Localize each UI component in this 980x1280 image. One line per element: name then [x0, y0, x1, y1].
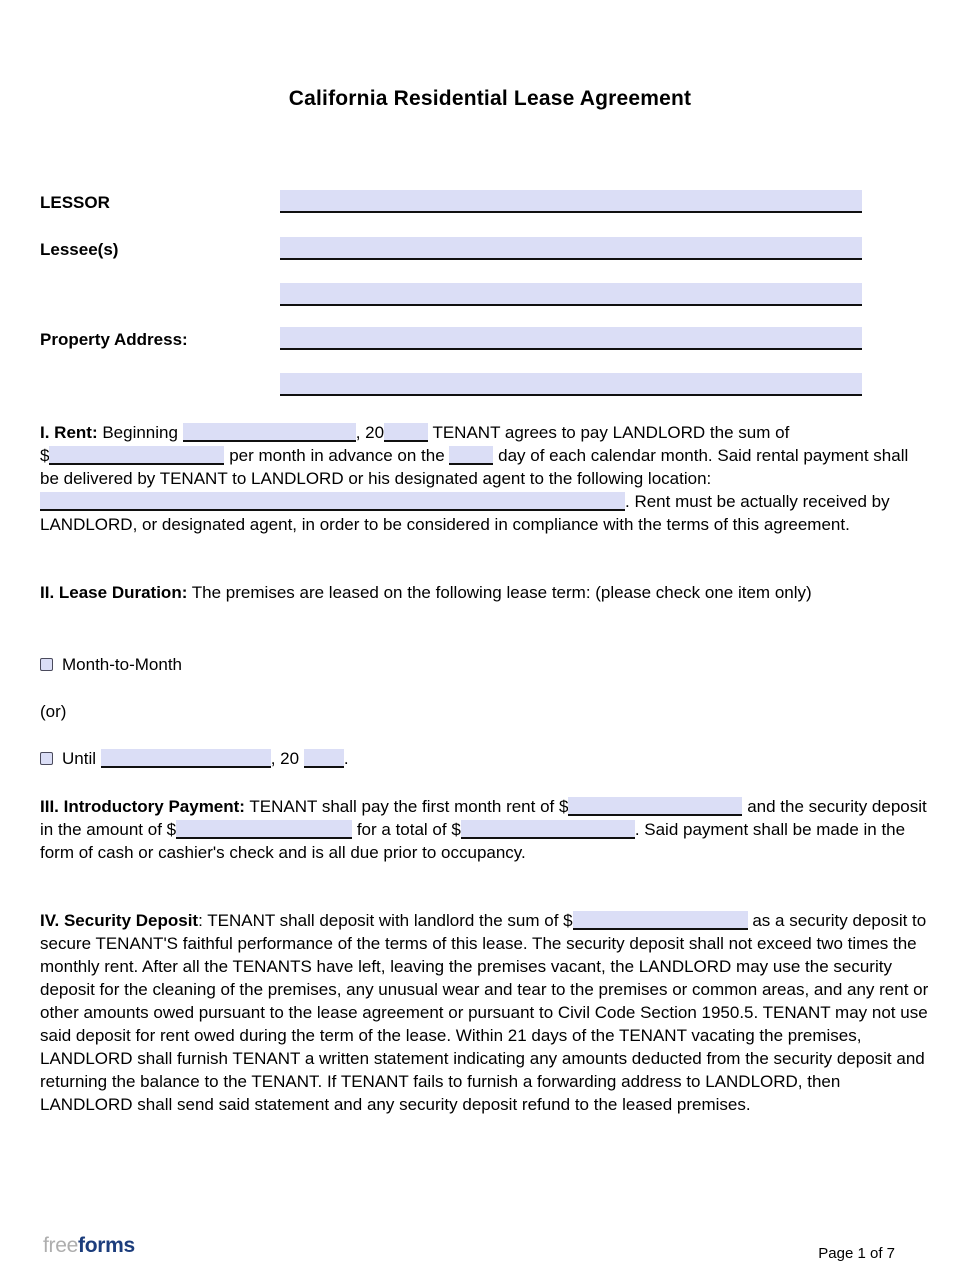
lessor-label: LESSOR — [40, 193, 110, 212]
page-indicator: Page 1 of 7 — [818, 1245, 895, 1262]
lessee-field[interactable] — [280, 237, 862, 260]
lessor-field[interactable] — [280, 190, 862, 213]
until-date-field[interactable] — [101, 749, 271, 768]
rent-due-day-field[interactable] — [449, 446, 493, 465]
property-address-row-2 — [40, 373, 930, 398]
lease-begin-date-field[interactable] — [183, 423, 356, 442]
lease-begin-year-field[interactable] — [384, 423, 428, 442]
dollar-field-group: $ — [167, 820, 352, 839]
until-checkbox[interactable] — [40, 752, 53, 765]
month-to-month-checkbox[interactable] — [40, 658, 53, 671]
section-introductory-payment: III. Introductory Payment: TENANT shall pay the first month rent of $ and the security deposit in the amount of $ for a total of $ . Said payment shall be made in the form of cash or cashier's check and is all due prior to occupancy. — [40, 797, 927, 862]
total-payment-field[interactable] — [461, 820, 635, 839]
property-address-row — [40, 327, 930, 352]
monthly-rent-amount-field[interactable] — [49, 446, 224, 465]
dollar-field-group: $ — [40, 446, 224, 465]
dollar-field-group: $ — [559, 797, 742, 816]
freeforms-logo — [43, 1234, 135, 1258]
payment-location-field[interactable] — [40, 492, 625, 511]
dollar-field-group: $ — [563, 911, 747, 930]
or-text: (or) — [40, 702, 67, 721]
section-security-deposit: IV. Security Deposit: TENANT shall deposit with landlord the sum of $ as a security deposit to secure TENANT'S faithful performance of the terms of this lease. The security deposit shall not exceed two times the monthly rent. After all the TENANTS have left, leaving the premises vacant, the LANDLORD may use the security deposit for the cleaning of the premises, any unusual wear and tear to the premises or common areas, and any rent or other amounts owed pursuant to the lease agreement or pursuant to Civil Code Section 1950.5. TENANT may not use said deposit for rent owed during the term of the lease. Within 21 days of the TENANT vacating the premises, LANDLORD shall furnish TENANT a written statement indicating any amounts deducted from the security deposit and returning the balance to the TENANT. If TENANT fails to furnish a forwarding address to LANDLORD, then LANDLORD shall send said statement and any security deposit refund to the leased premises. — [40, 911, 929, 1114]
until-year-field[interactable] — [304, 749, 344, 768]
option-until: Until , 20 . — [40, 747, 930, 770]
lessee-label: Lessee(s) — [40, 240, 119, 259]
logo-free-text: free — [43, 1234, 78, 1257]
section-heading: II. Lease Duration: — [40, 583, 188, 602]
lessee-row — [40, 237, 930, 262]
security-deposit-amount-field[interactable] — [176, 820, 352, 839]
section-heading: IV. Security Deposit — [40, 911, 199, 930]
dollar-field-group: $ — [451, 820, 634, 839]
property-address-field-2[interactable] — [280, 373, 862, 396]
lessee-row-2 — [40, 283, 930, 308]
option-month-to-month: Month-to-Month — [40, 653, 930, 676]
section-lease-duration: II. Lease Duration: The premises are leased on the following lease term: (please check one item only) — [40, 583, 812, 602]
logo-forms-text: forms — [78, 1234, 135, 1257]
property-address-label: Property Address: — [40, 330, 188, 349]
security-deposit-sum-field[interactable] — [573, 911, 748, 930]
lessor-row — [40, 190, 930, 215]
section-heading: I. Rent: — [40, 423, 98, 442]
property-address-field[interactable] — [280, 327, 862, 350]
document-title: California Residential Lease Agreement — [288, 87, 692, 110]
lessee-field-2[interactable] — [280, 283, 862, 306]
section-heading: III. Introductory Payment: — [40, 797, 245, 816]
section-rent: I. Rent: Beginning , 20 TENANT agrees to pay LANDLORD the sum of $ per month in advance on the day of each calendar month. Said rental payment shall be delivered by TENANT to LANDLORD or his designated agent to the following location: . Rent must be actually received by LANDLORD, or designated agent, in order to be considered in compliance with the terms of this agreement. — [40, 423, 909, 534]
first-month-rent-field[interactable] — [568, 797, 742, 816]
